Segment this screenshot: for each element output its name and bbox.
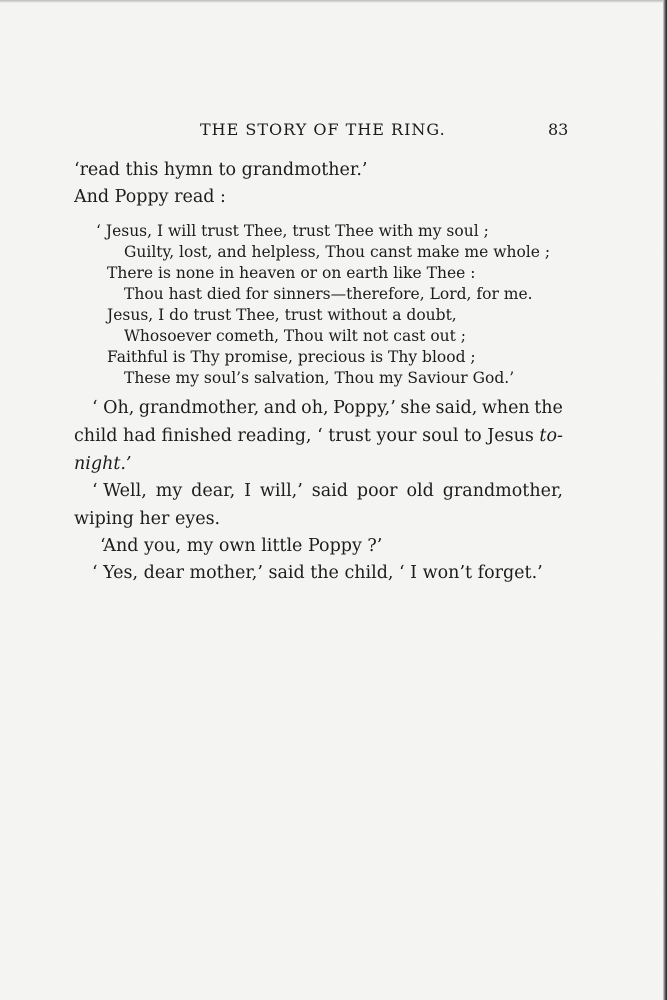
word: old: [406, 481, 434, 501]
dialogue-paragraph-4: ‘ Yes, dear mother,’ said the child, ‘ I won’t forget.’: [92, 563, 543, 583]
hymn-line: Thou hast died for sinners—therefore, Lord, for me.: [124, 285, 533, 303]
paragraph-line: [74, 426, 563, 446]
word: finished: [161, 426, 232, 446]
word: said,: [435, 398, 478, 418]
word: and: [263, 398, 297, 418]
hymn-line: Guilty, lost, and helpless, Thou canst make me whole ;: [124, 243, 551, 261]
word: grandmother,: [138, 398, 260, 418]
word: she: [400, 398, 431, 418]
page-right-edge: [663, 0, 667, 1000]
paragraph-line: night.’: [74, 454, 132, 474]
word: ‘ trust: [317, 426, 371, 446]
word: ‘ Well,: [92, 481, 147, 501]
word: I: [244, 481, 251, 501]
hymn-line: ‘ Jesus, I will trust Thee, trust Thee with my soul ;: [96, 222, 489, 240]
word: soul: [422, 426, 459, 446]
word: to: [464, 426, 482, 446]
word: child: [74, 426, 118, 446]
word: to-: [539, 426, 563, 446]
word: oh,: [301, 398, 329, 418]
hymn-line: Jesus, I do trust Thee, trust without a doubt,: [107, 306, 457, 324]
hymn-line: Faithful is Thy promise, precious is Thy blood ;: [107, 348, 476, 366]
word: ‘ Oh,: [92, 398, 135, 418]
word: Jesus: [487, 426, 534, 446]
word: Poppy,’: [333, 398, 396, 418]
dialogue-paragraph-3: ‘And you, my own little Poppy ?’: [100, 536, 383, 556]
intro-line-2: And Poppy read :: [74, 187, 226, 207]
word: grandmother,: [442, 481, 563, 501]
hymn-line: These my soul’s salvation, Thou my Saviour God.’: [124, 369, 515, 387]
running-title: THE STORY OF THE RING.: [200, 120, 446, 139]
paragraph-line: wiping her eyes.: [74, 509, 221, 529]
word: reading,: [237, 426, 312, 446]
hymn-line: Whosoever cometh, Thou wilt not cast out ;: [124, 327, 467, 345]
word: when: [481, 398, 530, 418]
word: dear,: [191, 481, 236, 501]
word: poor: [356, 481, 398, 501]
intro-line-1: ‘read this hymn to grandmother.’: [74, 160, 368, 180]
paragraph-line: [92, 398, 563, 418]
word: had: [123, 426, 156, 446]
word: will,’: [259, 481, 303, 501]
page-top-edge: [0, 0, 667, 3]
hymn-line: There is none in heaven or on earth like Thee :: [107, 264, 476, 282]
word: the: [534, 398, 563, 418]
page-number: 83: [548, 120, 569, 139]
word: your: [376, 426, 417, 446]
paragraph-line: [92, 481, 563, 501]
page-header: [0, 120, 667, 142]
word: said: [311, 481, 348, 501]
word: my: [155, 481, 183, 501]
